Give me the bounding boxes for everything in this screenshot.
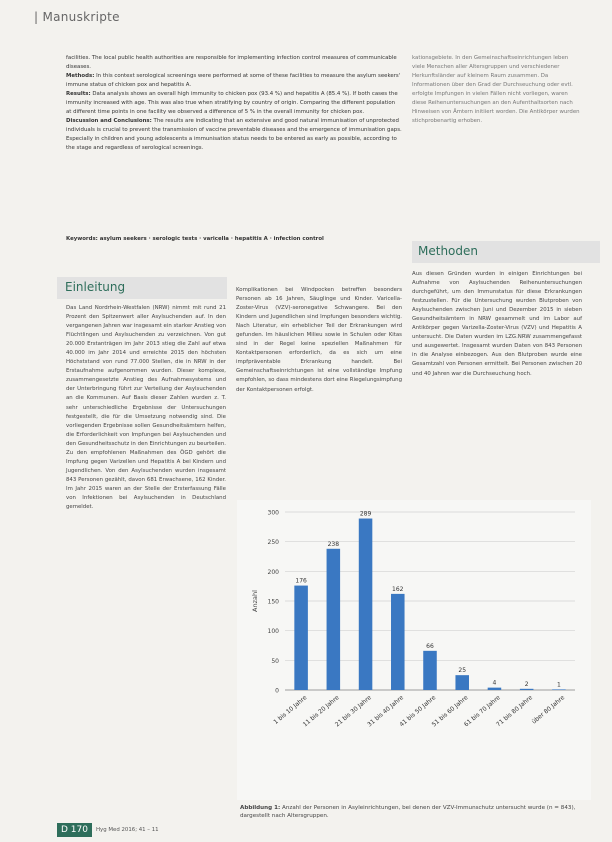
- intro-heading: Einleitung: [65, 280, 126, 294]
- caption-label: Abbildung 1:: [240, 805, 281, 811]
- data-label: 4: [492, 679, 497, 687]
- bar: [455, 675, 469, 690]
- data-label: 162: [392, 585, 404, 593]
- bar: [520, 689, 534, 690]
- discussion-text: The results are indicating that an extensive and good natural immunisation of unprotected individuals is crucial to prevent the transmission of vaccine preventable diseases and the emergence of immunisation gaps. Especially in children and young adolescents a immunisation status needs to be entered as early as possible, according to the stage and regardless of serological screenings.: [66, 118, 402, 152]
- keywords: Keywords: asylum seekers · serologic tests · varicella · hepatitis A · infection control: [66, 236, 324, 242]
- abstract-intro: facilities. The local public health authorities are responsible for implementing infection control measures of communicable diseases.: [66, 55, 397, 71]
- caption-text: Anzahl der Personen in Asyleinrichtungen, bei denen der VZV-Immunschutz untersucht wurde (n = 843), dargestellt nach Altersgruppen.: [240, 805, 576, 819]
- discussion-label: Discussion and Conclusions:: [66, 118, 152, 125]
- column-1-text: Das Land Nordrhein-Westfalen (NRW) nimmt mit rund 21 Prozent den Spitzenwert aller Asylsuchenden auf. In den vergangenen Jahren war insgesamt ein starker Anstieg von Flüchtlingen und Asylsuchenden zu verzeichnen. Von gut 20.000 Erstanträgen im Jahr 2013 stieg die Zahl auf etwa 40.000 im Jahr 2014 und erreichte 2015 den höchsten Höchststand von rund 77.000 Stellen, die in NRW in der Erstaufnahme aufgenommen wurden. Dieser komplexe, zusammengesetzte Anstieg des Aufnahmesystems und der Unterbringung führt zur Verteilung der Asylsuchenden an die Kommunen. Auf Basis dieser Zahlen wurden z. T. sehr unterschiedliche Ergebnisse der Untersuchungen festgestellt, die für die Umsetzung notwendig sind. Die vorliegenden Ergebnisse sollen Gesundheitsämtern helfen, die Erforderlichkeit von Impfungen bei Asylsuchenden und den Gesundheitsschutz in den Einrichtungen zu beurteilen. Zu den empfohlenen Maßnahmen des ÖGD gehört die Impfung gegen Varizellen und Hepatitis A bei Kindern und Jugendlichen. Von den Asylsuchenden wurden insgesamt 843 Personen gezählt, davon 681 Erwachsene, 162 Kinder. Im Jahr 2015 waren an der Stelle der Ersterfassung Fälle von Infektionen bei Asylsuchenden in Deutschland gemeldet.: [66, 305, 226, 511]
- intro-heading-bar: [57, 277, 227, 299]
- x-tick-label: 21 bis 30 Jahre: [333, 694, 373, 729]
- bar: [391, 594, 405, 690]
- x-tick-label: über 80 Jahre: [530, 694, 567, 726]
- y-tick-label: 250: [267, 539, 279, 547]
- bar: [359, 519, 373, 690]
- data-label: 66: [426, 642, 434, 650]
- journal-meta: Hyg Med 2016; 41 – 11: [96, 827, 159, 833]
- y-tick-label: 50: [271, 657, 279, 665]
- y-tick-label: 300: [267, 509, 279, 517]
- x-tick-label: 71 bis 80 Jahre: [495, 694, 534, 729]
- x-tick-label: 11 bis 20 Jahre: [301, 694, 341, 729]
- x-tick-label: 1 bis 10 Jahre: [272, 694, 309, 726]
- page-number: D 170: [57, 823, 92, 837]
- column-3: [412, 270, 582, 379]
- methods-heading-bar: [412, 241, 600, 263]
- x-tick-label: 61 bis 70 Jahre: [462, 694, 502, 729]
- right-column-top: [412, 54, 582, 126]
- bar: [488, 688, 502, 690]
- running-header: | Manuskripte: [34, 10, 120, 24]
- y-tick-label: 200: [267, 568, 279, 576]
- column-2: [236, 286, 402, 395]
- methods-text: In this context serological screenings were performed at some of these facilities to measure the asylum seekers' immune status of chicken pox and hepatitis A.: [66, 73, 401, 89]
- column-1: [66, 304, 226, 512]
- bar: [327, 549, 341, 690]
- figure-1: [237, 500, 591, 800]
- abstract-methods: [66, 72, 402, 90]
- data-label: 2: [524, 680, 529, 688]
- bar-chart: [237, 500, 591, 800]
- x-tick-label: 51 bis 60 Jahre: [430, 694, 470, 729]
- bar: [294, 586, 308, 690]
- figure-caption: [240, 804, 588, 820]
- methods-label: Methods:: [66, 73, 95, 80]
- y-axis-label: Anzahl: [251, 590, 259, 612]
- data-label: 176: [295, 577, 307, 585]
- abstract-discussion: [66, 117, 402, 153]
- bar: [552, 689, 566, 690]
- y-tick-label: 100: [267, 628, 279, 636]
- results-text: Data analysis shows an overall high immunity to chicken pox (93.4 %) and hepatitis A (85.4 %). If both cases the immunity increased with age. This was also true when stratifying by country of origin. Comparing the different population at different time points in one facility we observed a difference of 5 % in the overall immunity for chicken pox.: [66, 91, 398, 116]
- y-tick-label: 0: [275, 687, 279, 695]
- data-label: 289: [359, 510, 372, 518]
- abstract: [66, 54, 402, 154]
- results-label: Results:: [66, 91, 91, 98]
- bar: [423, 651, 437, 690]
- abstract-results: [66, 90, 402, 117]
- methods-heading: Methoden: [418, 244, 478, 258]
- column-3-text: Aus diesen Gründen wurden in einigen Einrichtungen bei Aufnahme von Asylsuchenden Reihenuntersuchungen durchgeführt, um den Immunstatus für diese Erkrankungen festzustellen. Für die Untersuchung wurden Blutproben von Asylsuchenden zwischen Juni und Dezember 2015 in sieben Gesundheitsämtern in NRW gesammelt und im Labor auf Antikörper gegen Varizella-Zoster-Virus (VZV) und Hepatitis A untersucht. Die Daten wurden im LZG.NRW zusammengefasst und ausgewertet. Insgesamt wurden Daten von 843 Personen in die Analyse einbezogen. Aus den Blutproben wurde eine Gesamtzahl von Personen ermittelt. Bei Personen zwischen 20 und 40 Jahren war die Durchseuchung hoch.: [412, 271, 582, 377]
- data-label: 238: [327, 540, 340, 548]
- y-tick-label: 150: [267, 598, 279, 606]
- column-2-text: Komplikationen bei Windpocken betreffen besonders Personen ab 16 Jahren, Säuglinge und Kinder. Varicella-Zoster-Virus (VZV)-seronegative Schwangere. Bei den Kindern und Jugendlichen sind Impfungen besonders wichtig. Nach Literatur, ein erheblicher Teil der Erkrankungen wird gefunden. Im häuslichen Milieu sowie in Schulen oder Kitas sind in der Regel keine speziellen Maßnahmen für Kontaktpersonen erforderlich, da es sich um eine impfpräventable Erkrankung handelt. Bei Gemeinschaftseinrichtungen ist eine vollständige Impfung empfohlen, so dass mindestens dort eine Riegelungsimpfung der Kontaktpersonen erfolgt.: [236, 287, 402, 393]
- data-label: 1: [556, 681, 561, 689]
- data-label: 25: [458, 667, 467, 675]
- x-tick-label: 31 bis 40 Jahre: [366, 694, 406, 729]
- right-top-text: kationsgebiete. In den Gemeinschaftseinrichtungen leben viele Menschen aller Altersgruppen und verschiedener Herkunftsländer auf kleinem Raum zusammen. Da Informationen über den Grad der Durchseuchung oder evtl. erfolgte Impfungen in vielen Fällen nicht vorliegen, waren diese Reihenuntersuchungen an den Aufenthaltsorten nach Hinweisen von Ämtern initiiert worden. Die Antikörper wurden stichprobenartig erhoben.: [412, 55, 580, 125]
- x-tick-label: 41 bis 50 Jahre: [398, 694, 438, 729]
